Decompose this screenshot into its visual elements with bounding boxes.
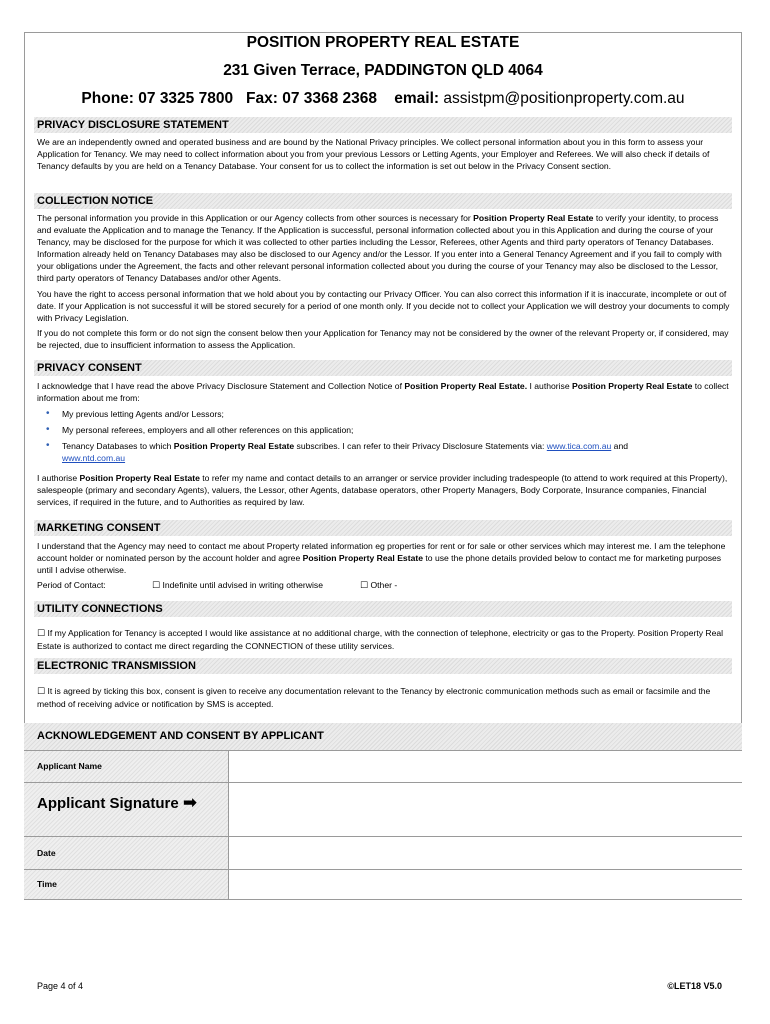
section-marketing-consent: MARKETING CONSENT [34, 520, 732, 536]
applicant-signature-field[interactable] [228, 783, 742, 836]
utility-connections-text: ☐ If my Application for Tenancy is accepted I would like assistance at no additional charge, with the connection of telephone, electricity or gas to the Property. Position Property Real Estate is authorized to contact me direct regarding the CONNECTION of these utility services. [37, 628, 724, 651]
company-name: POSITION PROPERTY REAL ESTATE [246, 34, 520, 51]
privacy-consent-p2: I authorise Position Property Real Estate to refer my name and contact details to an arranger or service provider including tradespeople (to attend to work required at this Property), salespeople (primary and secondary Agents), valuers, the Lessor, other Agents, database operators, other Property Managers, Body Corporate, Insurance companies, Financial services, if required in the future, and to Authorities as required by law. [37, 473, 728, 507]
arrow-right-icon: ➡ [182, 793, 198, 813]
section-utility-connections: UTILITY CONNECTIONS [34, 601, 732, 617]
consent-bullet-3: • Tenancy Databases to which Position Property Real Estate subscribes. I can refer to their Privacy Disclosure Statements via: www.tica.com.au and www.ntd.com.au [46, 440, 629, 463]
electronic-transmission-text: ☐ It is agreed by ticking this box, consent is given to receive any documentation relevant to the Tenancy by electronic communication methods such as email or facsimile and the method of receiving advice or notification by SMS is accepted. [37, 686, 711, 709]
electronic-checkbox[interactable]: ☐ [37, 687, 46, 697]
ntd-link[interactable]: www.ntd.com.au [62, 453, 126, 463]
consent-bullet-2: • My personal referees, employers and all other references on this application; [46, 424, 354, 435]
fax-number: 07 3368 2368 [282, 90, 378, 107]
applicant-name-field[interactable] [228, 751, 742, 782]
section-collection-notice: COLLECTION NOTICE [34, 193, 732, 209]
fax-label: Fax: [246, 90, 278, 107]
indefinite-checkbox[interactable]: ☐ Indefinite until advised in writing otherwise [152, 580, 323, 591]
section-acknowledgement: ACKNOWLEDGEMENT AND CONSENT BY APPLICANT [24, 723, 742, 750]
date-label: Date [24, 837, 228, 869]
email-label: email: [394, 90, 440, 107]
period-label: Period of Contact: [37, 580, 106, 590]
phone-label: Phone: [81, 90, 134, 107]
tica-link[interactable]: www.tica.com.au [546, 441, 612, 451]
section-privacy-consent: PRIVACY CONSENT [34, 360, 732, 376]
applicant-name-label: Applicant Name [24, 751, 228, 782]
section-electronic-transmission: ELECTRONIC TRANSMISSION [34, 658, 732, 674]
privacy-disclosure-text: We are an independently owned and operated business and are bound by the National Privacy principles. We collect personal information about you in this form to assess your Application for Tenancy. We may need to collect information about you from your previous Lessors or Letting Agents, your Employer and Referees. We will also check if details of Tenancy defaults by you are held on a Tenancy Database. Your consent for us to collect the information is set out below in the Privacy Consent section. [37, 137, 710, 171]
collection-notice-p1: The personal information you provide in this Application or our Agency collects from other sources is necessary for Position Property Real Estate to verify your identity, to process and evaluate the Application and to manage the Tenancy. If the Application is successful, personal information collected about you in this Application and during the course of your Tenancy, may be disclosed for the purpose for which it was collected to other parties including the Lessor, Referees, other Agents and third party operators of Tenancy Databases. Information already held on Tenancy Databases may also be disclosed to our Agency and/or the Lessor. If you enter into a General Tenancy Agreement and if you fail to comply with your obligations under the Agreement, the facts and other relevant personal information collected about you during the course of your Tenancy may also be disclosed to the Lessor, third party operators of Tenancy Databases and/or other Agents. [37, 213, 722, 283]
time-field[interactable] [228, 870, 742, 899]
phone-number: 07 3325 7800 [138, 90, 234, 107]
time-label: Time [24, 870, 228, 899]
applicant-signature-label: Applicant Signature ➡ [24, 783, 228, 836]
collection-notice-p2: You have the right to access personal information that we hold about you by contacting our Privacy Officer. You can also correct this information if it is inaccurate, incomplete or out of date. If your Application is not successful it will be stored securely for a period of one month only. If you decide not to collect your Application we will destroy your documents to comply with Privacy Legislation. [37, 289, 730, 323]
utility-checkbox[interactable]: ☐ [37, 629, 46, 639]
form-code: ©LET18 V5.0 [667, 981, 722, 991]
contact-line [24, 90, 742, 108]
date-field[interactable] [228, 837, 742, 869]
other-checkbox[interactable]: ☐ Other - [360, 580, 398, 591]
consent-bullet-1: • My previous letting Agents and/or Lessors; [46, 408, 224, 419]
privacy-consent-p1: I acknowledge that I have read the above Privacy Disclosure Statement and Collection Notice of Position Property Real Estate. I authorise Position Property Real Estate to collect information about me from: [37, 381, 729, 403]
period-of-contact-row [37, 579, 730, 591]
email-address: assistpm@positionproperty.com.au [443, 90, 685, 107]
company-address: 231 Given Terrace, PADDINGTON QLD 4064 [223, 62, 543, 79]
section-privacy-disclosure: PRIVACY DISCLOSURE STATEMENT [34, 117, 732, 133]
page-number: Page 4 of 4 [37, 981, 84, 991]
collection-notice-p3: If you do not complete this form or do not sign the consent below then your Application for Tenancy may not be considered by the owner of the relevant Property or, if considered, may be rejected, due to insufficient information to assess the Application. [37, 328, 729, 350]
marketing-consent-text: I understand that the Agency may need to contact me about Property related information eg properties for rent or for sale or other services which may interest me. I am the telephone account holder or nominated person by the account holder and agree Position Property Real Estate to use the phone details provided below to contact me for marketing purposes until I advise otherwise. [37, 541, 726, 575]
